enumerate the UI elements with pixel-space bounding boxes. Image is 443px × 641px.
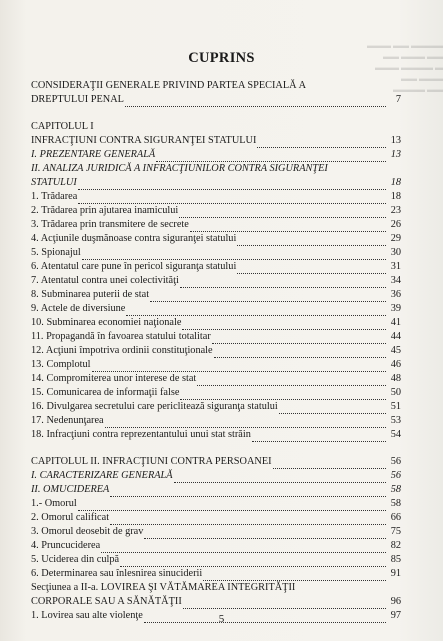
leader-dots (214, 347, 386, 358)
leader-dots (252, 431, 386, 442)
leader-dots (273, 458, 386, 469)
toc-entry-text: 13. Complotul (31, 359, 91, 370)
leader-dots (197, 375, 386, 386)
page-number: 41 (390, 317, 401, 328)
table-of-contents (31, 79, 401, 623)
page-number: 34 (390, 275, 401, 286)
toc-entry-text: 15. Comunicarea de informaţii false (31, 387, 180, 398)
leader-dots (78, 193, 386, 204)
page-title: CUPRINS (188, 50, 255, 66)
chapter2-section3-entry (31, 595, 401, 609)
leader-dots (279, 403, 386, 414)
toc-entry (31, 274, 401, 288)
toc-entry-text: 6. Atentatul care pune în pericol siguranţa statului (31, 261, 237, 272)
chapter1-section1-entry (31, 148, 401, 162)
toc-entry (31, 288, 401, 302)
page-number: 56 (390, 470, 401, 481)
toc-entry-text: 2. Omorul calificat (31, 512, 110, 523)
toc-entry (31, 400, 401, 414)
leader-dots (203, 570, 386, 581)
toc-entry-text: 6. Determinarea sau înlesnirea sinuciderii (31, 568, 203, 579)
chapter2-section1-entry (31, 469, 401, 483)
leader-dots (183, 598, 386, 609)
leader-dots (190, 221, 386, 232)
toc-entry-text: 2. Trădarea prin ajutarea inamicului (31, 205, 179, 216)
toc-entry (31, 428, 401, 442)
chapter2-section3-line1: Secţiunea a II-a. LOVIREA ŞI VĂTĂMAREA INTEGRITĂŢII (31, 582, 296, 593)
page-number: 30 (390, 247, 401, 258)
toc-entry-text: 1. Lovirea sau alte violenţe (31, 610, 143, 621)
chapter2-section3-line2: CORPORALE SAU A SĂNĂTĂŢII (31, 596, 182, 607)
leader-dots (78, 500, 386, 511)
toc-entry-text: 3. Omorul deosebit de grav (31, 526, 144, 537)
page-number: 18 (390, 177, 401, 188)
leader-dots (144, 528, 386, 539)
toc-entry (31, 344, 401, 358)
toc-entry (31, 316, 401, 330)
toc-entry-text: 1. Trădarea (31, 191, 78, 202)
toc-entry (31, 525, 401, 539)
intro-heading-line2: DREPTULUI PENAL (31, 94, 124, 105)
chapter2-section2-entry (31, 483, 401, 497)
leader-dots (110, 486, 386, 497)
leader-dots (110, 514, 386, 525)
toc-entry-text: 17. Nedenunţarea (31, 415, 104, 426)
page-number: 44 (390, 331, 401, 342)
intro-entry (31, 93, 401, 107)
page-number: 53 (390, 415, 401, 426)
toc-entry (31, 372, 401, 386)
page-number: 13 (390, 135, 401, 146)
toc-entry-text: 4. Acţiunile duşmănoase contra siguranţei statului (31, 233, 237, 244)
chapter1-section2-line1: II. ANALIZA JURIDICĂ A INFRACŢIUNILOR CONTRA SIGURANŢEI (31, 163, 328, 174)
toc-entry (31, 553, 401, 567)
page-number: 7 (395, 94, 401, 105)
toc-entry-text: 3. Trădarea prin transmitere de secrete (31, 219, 189, 230)
toc-entry (31, 218, 401, 232)
toc-entry (31, 330, 401, 344)
toc-entry-text: 7. Atentatul contra unei colectivităţi (31, 275, 179, 286)
toc-entry (31, 567, 401, 581)
chapter1-section2-entry (31, 176, 401, 190)
leader-dots (174, 472, 386, 483)
intro-heading-line1: CONSIDERAŢII GENERALE PRIVIND PARTEA SPECIALĂ A (31, 80, 307, 91)
leader-dots (156, 151, 386, 162)
page-number: 36 (390, 289, 401, 300)
page-number: 58 (390, 498, 401, 509)
toc-entry (31, 260, 401, 274)
leader-dots (180, 277, 386, 288)
toc-entry-text: 5. Spionajul (31, 247, 81, 258)
chapter2-title-entry (31, 455, 401, 469)
leader-dots (150, 291, 386, 302)
page-number: 66 (390, 512, 401, 523)
leader-dots (105, 417, 386, 428)
leader-dots (237, 263, 386, 274)
page-number: 50 (390, 387, 401, 398)
leader-dots (212, 333, 386, 344)
toc-entry (31, 414, 401, 428)
toc-entry (31, 386, 401, 400)
chapter2-section2: II. OMUCIDEREA (31, 484, 110, 495)
page-number: 91 (390, 568, 401, 579)
page-number: 75 (390, 526, 401, 537)
page-number: 96 (390, 596, 401, 607)
page-number: 54 (390, 429, 401, 440)
chapter2-title: CAPITOLUL II. INFRACŢIUNI CONTRA PERSOANEI (31, 456, 272, 467)
chapter1-items (31, 190, 401, 442)
toc-entry-text: 9. Actele de diversiune (31, 303, 126, 314)
page-number: 31 (390, 261, 401, 272)
leader-dots (92, 361, 387, 372)
toc-entry-text: 4. Pruncuciderea (31, 540, 101, 551)
toc-entry (31, 190, 401, 204)
toc-entry-text: 5. Uciderea din culpă (31, 554, 120, 565)
toc-entry (31, 358, 401, 372)
page-footer-number: 5 (218, 613, 225, 625)
page-number: 46 (390, 359, 401, 370)
toc-entry-text: 18. Infracţiuni contra reprezentantului unui stat străin (31, 429, 251, 440)
page-number: 56 (390, 456, 401, 467)
chapter2-section1: I. CARACTERIZARE GENERALĂ (31, 470, 173, 481)
page-number: 85 (390, 554, 401, 565)
leader-dots (78, 179, 386, 190)
page-number: 45 (390, 345, 401, 356)
leader-dots (125, 96, 386, 107)
page-number: 23 (390, 205, 401, 216)
toc-entry-text: 8. Subminarea puterii de stat (31, 289, 150, 300)
page-number: 39 (390, 303, 401, 314)
chapter2-items (31, 497, 401, 581)
toc-entry-text: 1.- Omorul (31, 498, 77, 509)
toc-entry (31, 511, 401, 525)
page-number: 18 (390, 191, 401, 202)
chapter1-section2-line2: STATULUI (31, 177, 77, 188)
leader-dots (180, 389, 386, 400)
page-number: 29 (390, 233, 401, 244)
leader-dots (257, 137, 386, 148)
leader-dots (179, 207, 386, 218)
page-number: 58 (390, 484, 401, 495)
leader-dots (120, 556, 386, 567)
toc-entry-text: 14. Compromiterea unor interese de stat (31, 373, 197, 384)
leader-dots (101, 542, 386, 553)
chapter1-title-entry (31, 134, 401, 148)
toc-entry-text: 11. Propagandă în favoarea statului totalitar (31, 331, 211, 342)
show-through-text: ▬▬▬ ▬▬ ▬▬▬▬ ▬▬ ▬▬▬ ▬▬ ▬▬▬ ▬▬▬▬ ▬ ▬▬ ▬▬▬ ▬▬▬▬ ▬▬ (367, 41, 443, 94)
leader-dots (182, 319, 386, 330)
chapter1-label: CAPITOLUL I (31, 121, 94, 132)
chapter1-section1: I. PREZENTARE GENERALĂ (31, 149, 156, 160)
page-number: 26 (390, 219, 401, 230)
chapter1-title: INFRACŢIUNI CONTRA SIGURANŢEI STATULUI (31, 135, 257, 146)
toc-entry-text: 12. Acţiuni împotriva ordinii constituţionale (31, 345, 213, 356)
toc-entry (31, 204, 401, 218)
page-number: 97 (390, 610, 401, 621)
page-number: 48 (390, 373, 401, 384)
toc-entry (31, 246, 401, 260)
toc-entry (31, 497, 401, 511)
toc-entry (31, 302, 401, 316)
page-number: 51 (390, 401, 401, 412)
leader-dots (237, 235, 386, 246)
page-number: 82 (390, 540, 401, 551)
page-number: 13 (390, 149, 401, 160)
toc-entry-text: 10. Subminarea economiei naţionale (31, 317, 182, 328)
toc-entry-text: 16. Divulgarea secretului care periclitează siguranţa statului (31, 401, 278, 412)
leader-dots (126, 305, 386, 316)
toc-entry (31, 232, 401, 246)
leader-dots (82, 249, 386, 260)
toc-entry (31, 539, 401, 553)
